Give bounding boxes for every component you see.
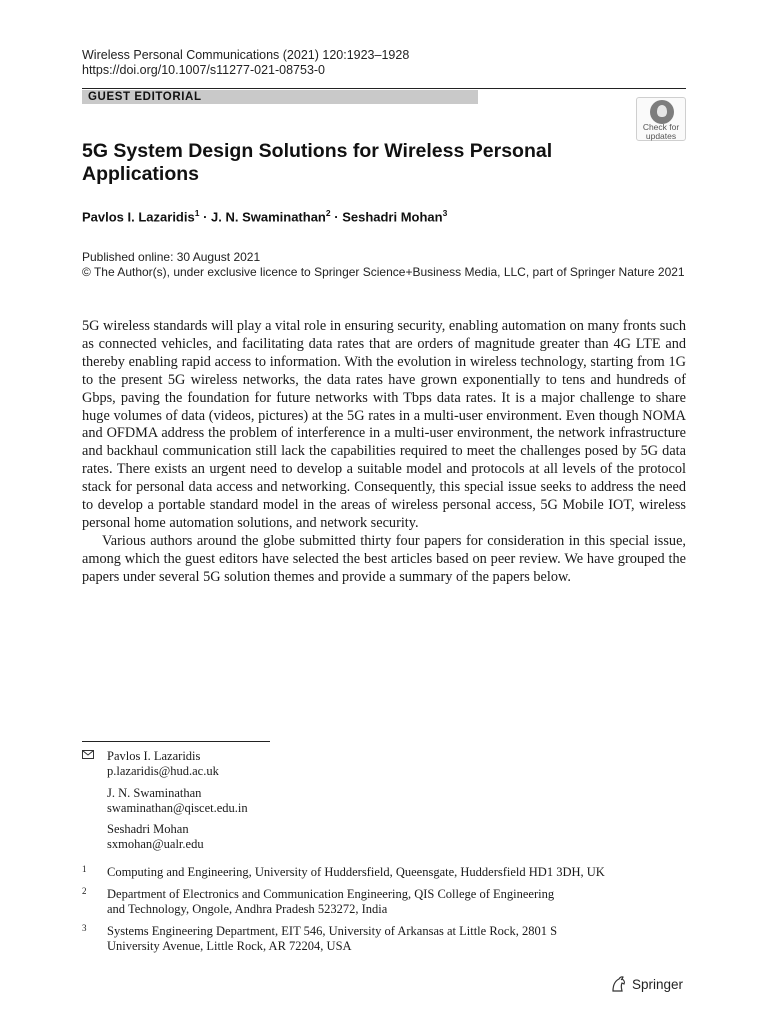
title-line-2: Applications (82, 163, 200, 185)
publication-info (82, 250, 685, 280)
publisher-name: Springer (632, 977, 684, 992)
correspondence-entry (107, 822, 204, 852)
affiliation-number: 3 (82, 923, 87, 933)
author-aff-mark: 3 (442, 208, 448, 218)
correspondence-email[interactable]: p.lazaridis@hud.ac.uk (107, 764, 219, 778)
check-for-updates-badge[interactable] (636, 97, 686, 141)
correspondence-email[interactable]: swaminathan@qiscet.edu.in (107, 801, 248, 815)
author-name: J. N. Swaminathan (211, 209, 326, 225)
affiliation-number: 2 (82, 886, 87, 896)
springer-horse-icon (610, 975, 628, 993)
header-rule (82, 88, 686, 89)
author-name: Seshadri Mohan (342, 209, 443, 225)
affiliation-line: Systems Engineering Department, EIT 546, University of Arkansas at Little Rock, 2801 S (107, 924, 558, 938)
affiliation-line: and Technology, Ongole, Andhra Pradesh 523272, India (107, 902, 388, 916)
journal-doi[interactable]: https://doi.org/10.1007/s11277-021-08753-0 (82, 63, 326, 77)
author-separator: · (199, 209, 212, 225)
affiliation-line: University Avenue, Little Rock, AR 72204, USA (107, 939, 352, 953)
journal-header (82, 48, 409, 78)
author-aff-mark: 1 (194, 208, 200, 218)
badge-line-2: updates (645, 130, 677, 141)
affiliation-number: 1 (82, 864, 87, 874)
affiliation-line: Department of Electronics and Communication Engineering, QIS College of Engineering (107, 887, 555, 901)
published-date: Published online: 30 August 2021 (82, 250, 261, 264)
author-separator: · (330, 209, 343, 225)
correspondence-email[interactable]: sxmohan@ualr.edu (107, 837, 204, 851)
section-label: GUEST EDITORIAL (82, 90, 478, 104)
author-aff-mark: 2 (325, 208, 331, 218)
body-paragraph: 5G wireless standards will play a vital role in ensuring security, enabling automation on many fronts such as connected vehicles, and facilitating data rates that are orders of magnitude greater than 4G LTE and thereby enabling rapid access to information. With the evolution in wireless technology, starting from 1G to the present 5G wireless networks, the data rates have grown exponentially to tens and hundreds of Gbps, paving the foundation for future networks with Tbps data rates. It is a major challenge to share huge volumes of data (videos, pictures) at the 5G rates in a multi-user environment. Even though NOMA and OFDMA address the problem of interference in a multi-user environment, the network infrastructure and backhaul communication still lack the capabilities required to meet the challenges posed by 5G data rates. There exists an urgent need to develop a suitable model and protocols at all levels of the protocol stack for personal data access and networking. Consequently, this special issue seeks to address the need to develop a portable standard model in the areas of wireless personal access, 5G Mobile IOT, wireless personal home automation solutions, and network security. (82, 318, 686, 531)
correspondence-name: Seshadri Mohan (107, 822, 189, 836)
author-list (82, 208, 447, 224)
title-line-1: 5G System Design Solutions for Wireless Personal (82, 140, 553, 162)
journal-citation: Wireless Personal Communications (2021) 120:1923–1928 (82, 48, 410, 62)
article-title (82, 140, 602, 186)
footnote-rule (82, 741, 270, 742)
badge-line-1: Check for (642, 122, 680, 132)
affiliation-line: Computing and Engineering, University of Huddersfield, Queensgate, Huddersfield HD1 3DH, UK (107, 865, 605, 879)
correspondence-name: Pavlos I. Lazaridis (107, 749, 201, 763)
article-body (82, 318, 686, 587)
publisher-logo (610, 975, 683, 993)
check-for-updates-icon (650, 100, 674, 124)
envelope-icon (82, 750, 94, 759)
correspondence-entry (107, 749, 219, 779)
copyright-notice: © The Author(s), under exclusive licence to Springer Science+Business Media, LLC, part of Springer Nature 2021 (82, 265, 685, 279)
body-paragraph: Various authors around the globe submitted thirty four papers for consideration in this special issue, among which the guest editors have selected the best articles based on peer review. We have grouped the papers under several 5G solution themes and provide a summary of the papers below. (82, 532, 686, 585)
correspondence-name: J. N. Swaminathan (107, 786, 202, 800)
author-name: Pavlos I. Lazaridis (82, 209, 195, 225)
correspondence-entry (107, 786, 248, 816)
